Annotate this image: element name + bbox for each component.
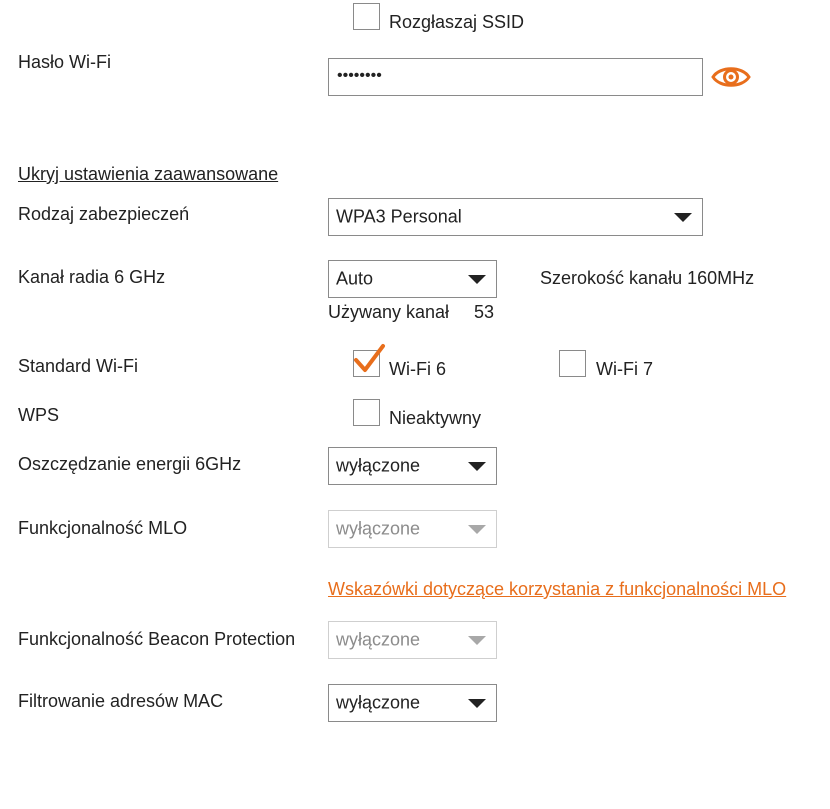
wifi6-checkbox[interactable]	[353, 350, 380, 377]
mlo-value: wyłączone	[336, 518, 421, 539]
wifi-password-value: ••••••••	[337, 67, 382, 84]
hide-advanced-settings-link[interactable]: Ukryj ustawienia zaawansowane	[18, 164, 279, 184]
wifi-password-field[interactable]	[328, 58, 703, 96]
chevron-down-icon	[468, 636, 486, 645]
security-type-label: Rodzaj zabezpieczeń	[18, 204, 190, 224]
wps-label: WPS	[18, 405, 60, 425]
wifi7-label: Wi-Fi 7	[596, 359, 653, 379]
beacon-protection-value: wyłączone	[336, 629, 421, 650]
mlo-label: Funkcjonalność MLO	[18, 518, 188, 538]
checkmark-icon	[352, 343, 386, 377]
wifi-standard-label: Standard Wi-Fi	[18, 356, 139, 376]
radio-channel-value: Auto	[336, 268, 374, 289]
chevron-down-icon	[468, 462, 486, 471]
power-saving-select[interactable]	[328, 447, 497, 485]
wifi7-checkbox[interactable]	[559, 350, 586, 377]
beacon-protection-label: Funkcjonalność Beacon Protection	[18, 629, 296, 649]
wifi6-label: Wi-Fi 6	[389, 359, 446, 379]
wps-checkbox[interactable]	[353, 399, 380, 426]
security-type-value: WPA3 Personal	[336, 206, 462, 227]
wps-option-label: Nieaktywny	[389, 408, 482, 428]
broadcast-ssid-label: Rozgłaszaj SSID	[389, 12, 525, 32]
chevron-down-icon	[468, 699, 486, 708]
power-saving-value: wyłączone	[336, 455, 421, 476]
power-saving-label: Oszczędzanie energii 6GHz	[18, 454, 242, 474]
broadcast-ssid-checkbox[interactable]	[353, 3, 380, 30]
security-type-select[interactable]	[328, 198, 703, 236]
mlo-select	[328, 510, 497, 548]
mac-filtering-label: Filtrowanie adresów MAC	[18, 691, 224, 711]
eye-icon[interactable]	[711, 64, 751, 90]
chevron-down-icon	[468, 275, 486, 284]
chevron-down-icon	[468, 525, 486, 534]
radio-channel-label: Kanał radia 6 GHz	[18, 267, 166, 287]
beacon-protection-select	[328, 621, 497, 659]
chevron-down-icon	[674, 213, 692, 222]
channel-width-text: Szerokość kanału 160MHz	[540, 268, 755, 288]
used-channel-value: 53	[474, 302, 495, 322]
wifi-password-label: Hasło Wi-Fi	[18, 52, 111, 72]
radio-channel-select[interactable]	[328, 260, 497, 298]
mlo-tips-link[interactable]: Wskazówki dotyczące korzystania z funkcjonalności MLO	[328, 579, 787, 599]
mac-filtering-value: wyłączone	[336, 692, 421, 713]
used-channel-label: Używany kanał	[328, 302, 450, 322]
mac-filtering-select[interactable]	[328, 684, 497, 722]
